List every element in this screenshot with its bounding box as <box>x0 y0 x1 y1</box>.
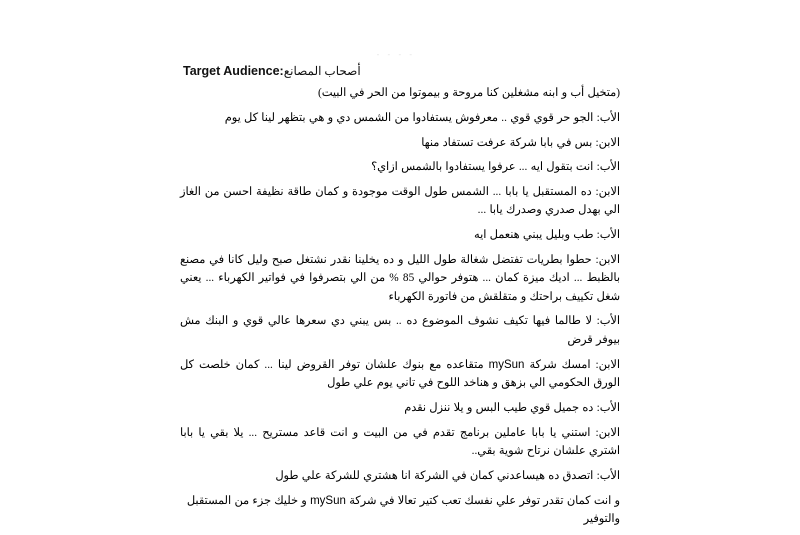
target-audience-heading <box>183 62 623 80</box>
dialogue-line-father-4: الأب: لا طالما فيها تكيف نشوف الموضوع ده .. بس يبني دي سعرها عالي قوي و البنك مش بيوفر قرض <box>180 315 620 346</box>
dialogue-line-son-2: الابن: ده المستقبل يا بابا ... الشمس طول الوقت موجودة و كمان طاقة نظيفة احسن من الغاز الي بهدل صدري وصدرك يابا ... <box>180 186 620 217</box>
target-audience-value: أصحاب المصانع <box>283 64 361 78</box>
target-audience-label: Target Audience: <box>183 64 284 78</box>
stage-direction-line: (متخيل أب و ابنه مشغلين كنا مروحة و بيموتوا من الحر في البيت) <box>317 87 620 99</box>
dialogue-line-son-4 <box>180 356 620 393</box>
dialogue-line-son-5: الابن: استني يا بابا عاملين برنامج تقدم في من البيت و انت قاعد مستريح ... يلا بقي يا بابا اشتري علشان نرتاح شوية بقي.. <box>180 426 620 458</box>
son-4-text-before-brand: الابن: امسك شركة <box>529 358 620 371</box>
dialogue-line-father-1: الأب: الجو حر قوي قوي .. معرفوش يستفادوا من الشمس دي و هي بتظهر لينا كل يوم <box>224 111 620 124</box>
mysun-brand-name-closing: mySun <box>310 494 346 507</box>
dialogue-line-father-3: الأب: طب وبليل يبني هنعمل ايه <box>474 229 620 242</box>
dialogue-line-son-1: الابن: بس في بابا شركة عرفت تستفاد منها <box>421 136 620 149</box>
faint-header-mark: - - - - <box>376 50 415 59</box>
closing-text-after-brand: و خليك جزء من المستقبل والتوفير <box>186 494 620 526</box>
son-4-text-after-brand: متقاعده مع بنوك علشان توفر القروض لينا ... كمان خلصت كل الورق الحكومي الي بزهق و هناخد اللوح في تاني يوم علي طول <box>180 358 620 390</box>
closing-call-to-action <box>180 492 620 529</box>
dialogue-line-son-3: الابن: حطوا بطريات تفتضل شغالة طول الليل و ده يخلينا نقدر نشتغل صبح وليل كانا في مصنع بالظبط ... اديك ميزة كمان ... هتوفر حوالي 85 % من الي بتصرفوا في فواتير الكهرباء ... يعني شغل تكييف براحتك و متقلقش من فاتورة الكهرباء <box>180 254 620 303</box>
dialogue-line-father-5: الأب: ده جميل قوي طيب البس و يلا ننزل نقدم <box>404 401 620 414</box>
dialogue-line-father-6: الأب: اتصدق ده هيساعدني كمان في الشركة انا هشتري للشركة علي طول <box>275 469 620 482</box>
script-body <box>180 84 620 535</box>
dialogue-line-father-2: الأب: انت بتقول ايه ... عرفوا يستفادوا بالشمس ازاي؟ <box>371 161 620 174</box>
closing-text-before-brand: و انت كمان تقدر توفر علي نفسك تعب كتير تعالا في شركة <box>349 494 620 507</box>
mysun-brand-name: mySun <box>488 358 525 371</box>
